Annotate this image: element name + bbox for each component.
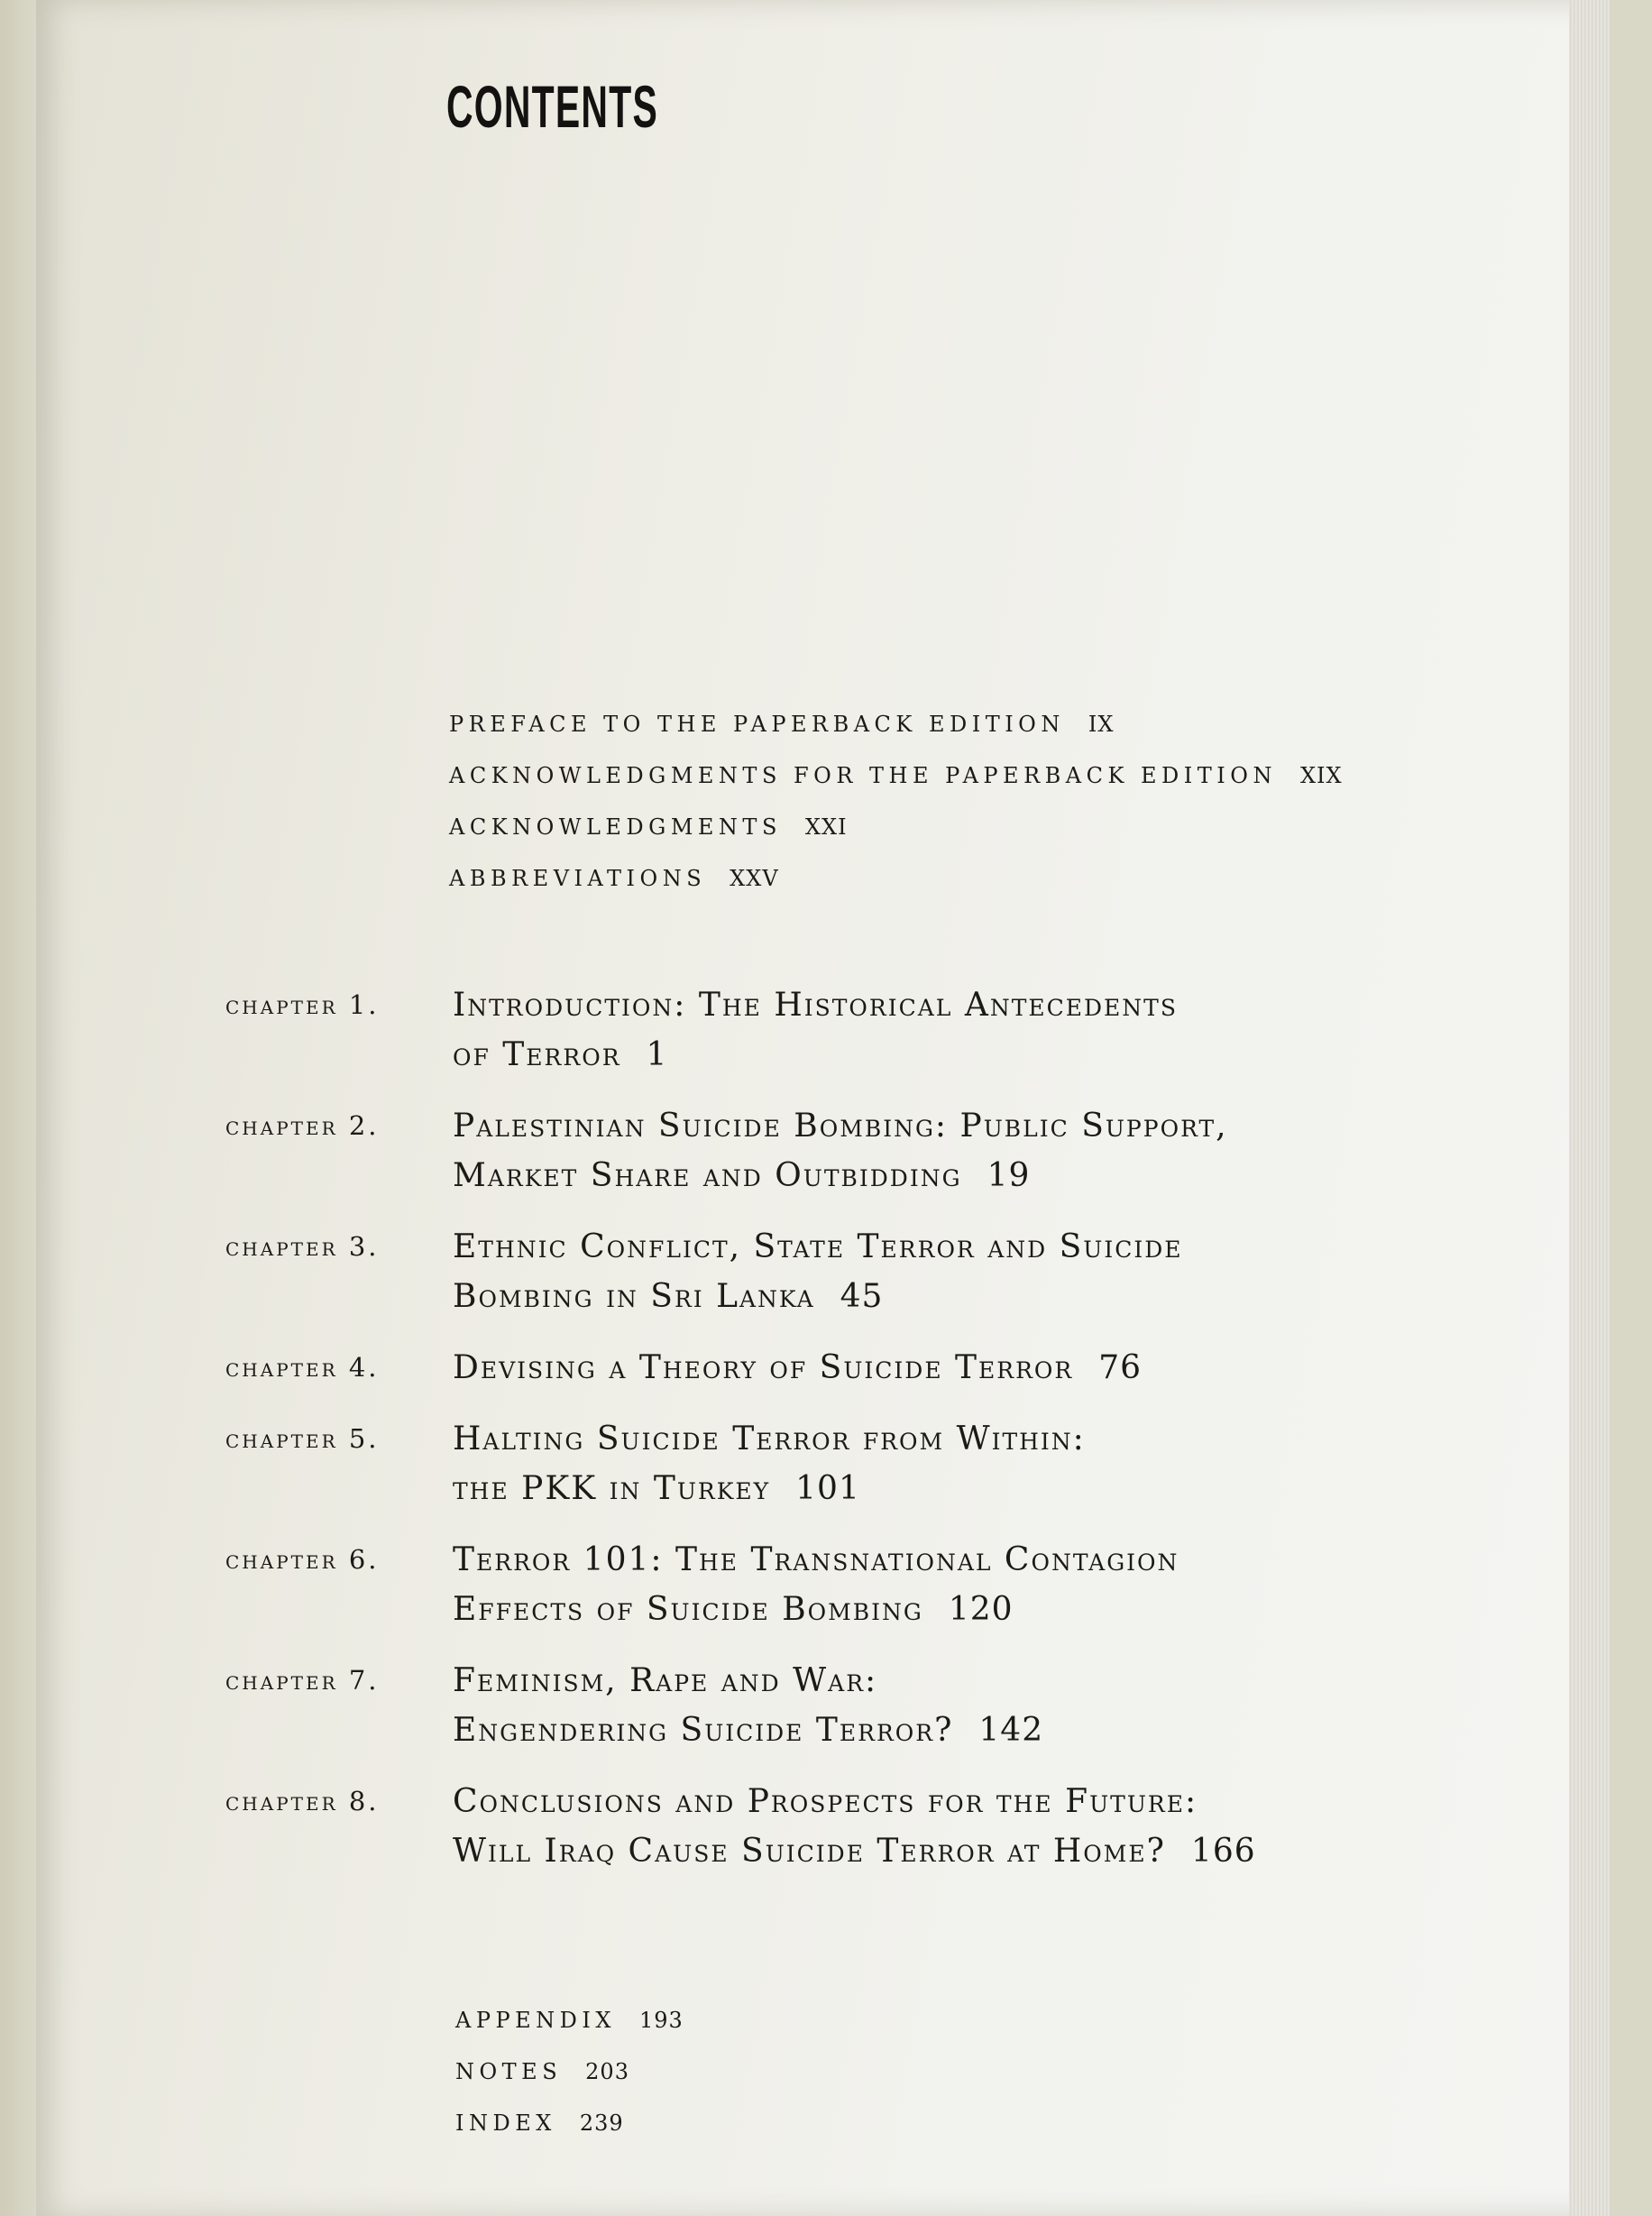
- entry-page: XXV: [730, 866, 779, 891]
- chapter-title-line2: [453, 1464, 1488, 1513]
- chapter-entry: [225, 1777, 1488, 1876]
- front-matter-list: [449, 706, 1343, 912]
- chapter-title-line1: Conclusions and Prospects for the Future:: [453, 1783, 1198, 1820]
- chapter-label: chapter 6.: [225, 1544, 380, 1575]
- chapter-label: chapter 4.: [225, 1352, 380, 1383]
- chapter-entry: [225, 1101, 1488, 1200]
- chapter-title-text: of Terror: [453, 1036, 621, 1073]
- chapter-page: 142: [978, 1712, 1044, 1749]
- back-matter-entry: [455, 2002, 684, 2054]
- entry-page: 193: [638, 2008, 684, 2033]
- chapter-entry: [225, 1535, 1488, 1634]
- back-matter-list: [455, 2002, 684, 2156]
- chapter-page: 1: [646, 1036, 668, 1073]
- chapter-title-text: Engendering Suicide Terror?: [453, 1712, 954, 1749]
- front-matter-entry: [449, 758, 1343, 809]
- chapter-page: 120: [948, 1591, 1014, 1628]
- entry-title: PREFACE TO THE PAPERBACK EDITION: [449, 712, 1065, 737]
- entry-title: INDEX: [455, 2110, 556, 2136]
- chapter-entry: [225, 1414, 1488, 1513]
- entry-page: XXI: [804, 814, 848, 840]
- chapter-title-text: Market Share and Outbidding: [453, 1157, 962, 1194]
- chapter-title-line1: Introduction: The Historical Antecedents: [453, 987, 1178, 1024]
- chapter-title-text: the PKK in Turkey: [453, 1470, 771, 1507]
- chapter-page: 19: [987, 1157, 1031, 1194]
- entry-title: ABBREVIATIONS: [449, 866, 707, 891]
- chapter-page: 45: [840, 1278, 884, 1315]
- chapter-entry: [225, 1656, 1488, 1755]
- chapter-label: chapter 2.: [225, 1110, 380, 1141]
- chapter-title-line1: Halting Suicide Terror from Within:: [453, 1421, 1086, 1457]
- chapter-entry: [225, 980, 1488, 1080]
- entry-title: APPENDIX: [455, 2008, 616, 2033]
- chapter-page: 76: [1098, 1349, 1143, 1386]
- chapter-title-line2: [453, 1585, 1488, 1634]
- chapter-label: chapter 5.: [225, 1423, 380, 1454]
- chapter-title-line1: Terror 101: The Transnational Contagion: [453, 1541, 1179, 1578]
- front-matter-entry: [449, 809, 1343, 860]
- page-edge: [1569, 0, 1610, 2216]
- chapter-title-line2: [453, 1030, 1488, 1080]
- chapter-title-line1: Palestinian Suicide Bombing: Public Support,: [453, 1108, 1228, 1145]
- chapter-title-line2: [453, 1826, 1488, 1876]
- chapter-title-line1: [453, 1343, 1488, 1393]
- adjacent-page-strip: [0, 0, 36, 2216]
- chapter-label: chapter 1.: [225, 989, 380, 1020]
- back-matter-entry: [455, 2054, 684, 2105]
- entry-title: ACKNOWLEDGMENTS FOR THE PAPERBACK EDITION: [449, 763, 1277, 788]
- entry-title: ACKNOWLEDGMENTS: [449, 814, 782, 840]
- chapter-title-line2: [453, 1272, 1488, 1321]
- entry-page: IX: [1088, 712, 1115, 737]
- chapter-title-text: Will Iraq Cause Suicide Terror at Home?: [453, 1833, 1166, 1870]
- chapter-title-line1: Feminism, Rape and War:: [453, 1662, 878, 1699]
- chapter-label: chapter 8.: [225, 1786, 380, 1816]
- front-matter-entry: [449, 706, 1343, 758]
- entry-title: NOTES: [455, 2059, 563, 2084]
- chapter-label: chapter 3.: [225, 1231, 380, 1262]
- chapter-entry: [225, 1222, 1488, 1321]
- chapter-page: 101: [795, 1470, 860, 1507]
- chapter-page: 166: [1190, 1833, 1256, 1870]
- chapter-entry: [225, 1343, 1488, 1393]
- contents-heading: CONTENTS: [446, 73, 658, 140]
- chapter-title-text: Bombing in Sri Lanka: [453, 1278, 815, 1315]
- entry-page: XIX: [1299, 763, 1343, 788]
- back-matter-entry: [455, 2105, 684, 2156]
- chapter-list: [225, 980, 1488, 1898]
- entry-page: 203: [585, 2059, 629, 2084]
- chapter-title-text: Effects of Suicide Bombing: [453, 1591, 923, 1628]
- entry-page: 239: [579, 2110, 624, 2136]
- chapter-title-line1: Ethnic Conflict, State Terror and Suicide: [453, 1228, 1183, 1265]
- front-matter-entry: [449, 860, 1343, 912]
- chapter-title-text: Devising a Theory of Suicide Terror: [453, 1349, 1074, 1386]
- chapter-title-line2: [453, 1151, 1488, 1200]
- chapter-title-line2: [453, 1706, 1488, 1755]
- chapter-label: chapter 7.: [225, 1665, 380, 1696]
